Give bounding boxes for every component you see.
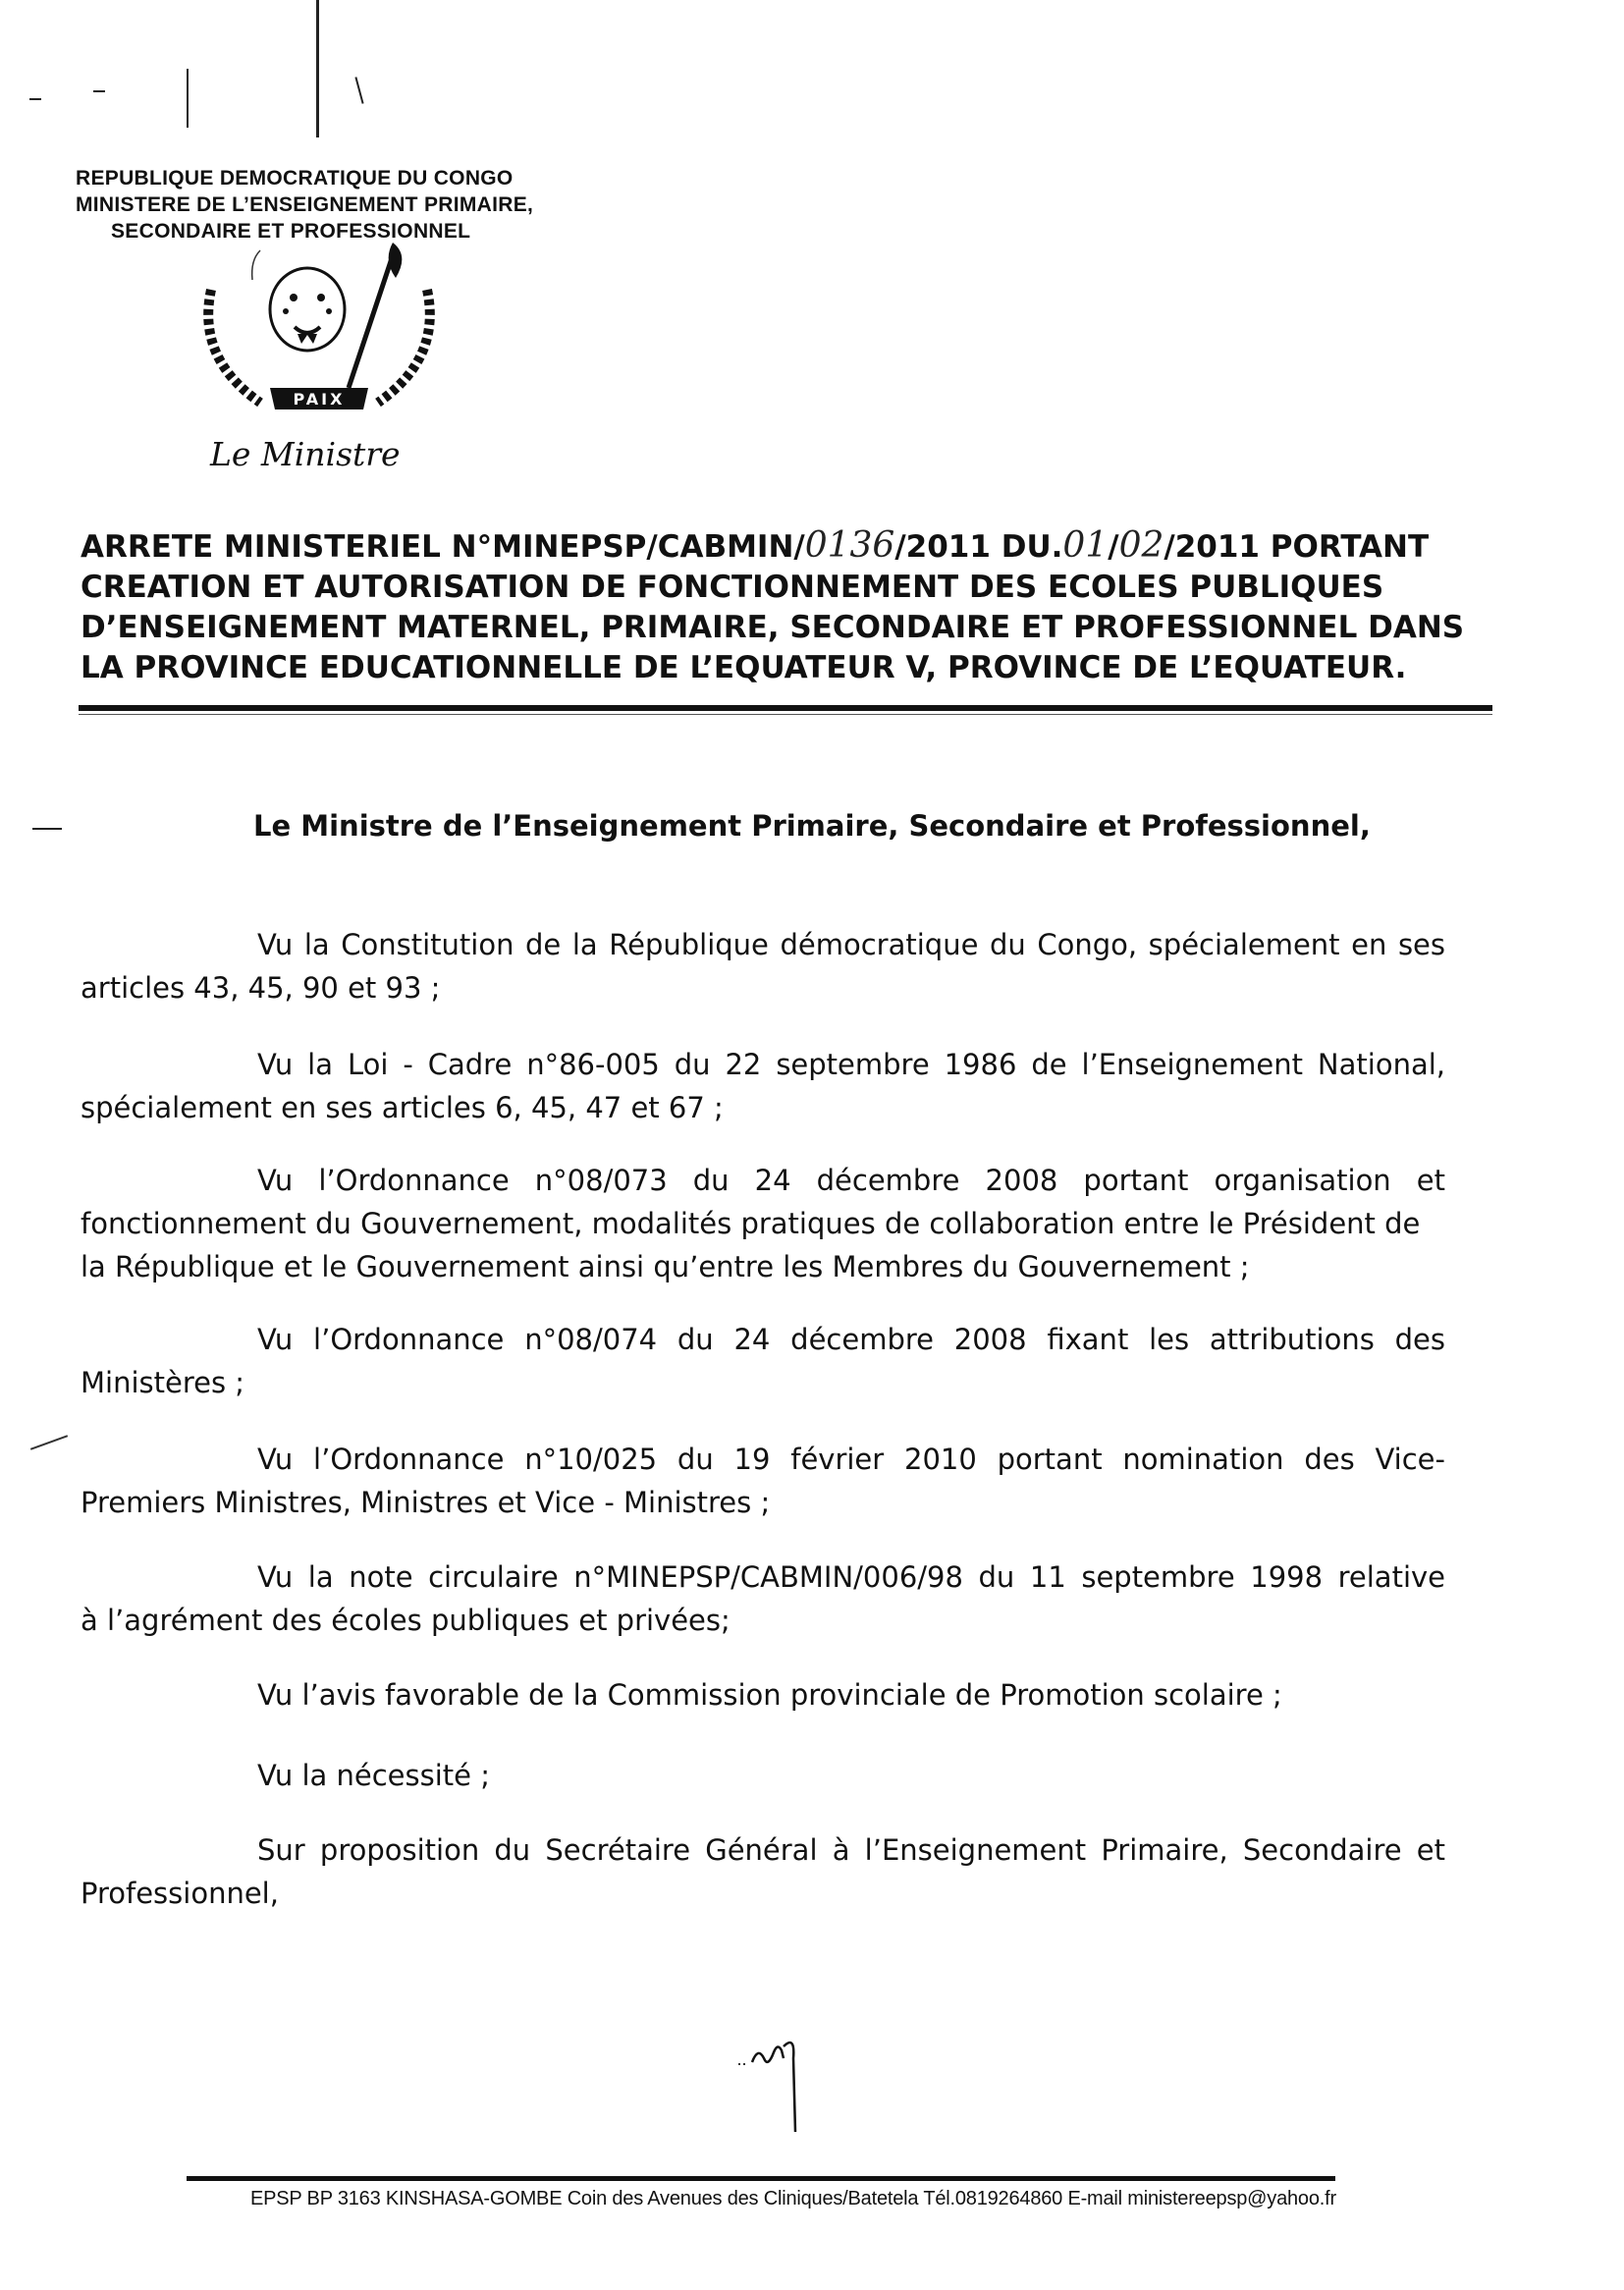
preamble-necessite: Vu la nécessité ; [257,1759,490,1792]
title-line-1 [81,525,1487,568]
title-line-4: LA PROVINCE EDUCATIONNELLE DE L’EQUATEUR V, PROVINCE DE L’EQUATEUR. [81,650,1407,685]
decree-title [81,525,1487,688]
preamble-ordonnance-08-073: Vu l’Ordonnance n°08/073 du 24 décembre 2008 portant organisation et fonctionnement du Gouvernement, modalités pratiques de collaboration entre le Président de la République et le Gouvernement ainsi qu’entre les Membres du Gouvernement ; [81,1164,1445,1283]
title-year-du: /2011 DU. [894,529,1063,565]
handwritten-day: 01 [1062,525,1109,566]
preamble-note-circulaire: Vu la note circulaire n°MINEPSP/CABMIN/006/98 du 11 septembre 1998 relative à l’agrément des écoles publiques et privées; [81,1560,1445,1637]
preamble-ordonnance-08-074: Vu l’Ordonnance n°08/074 du 24 décembre 2008 fixant les attributions des Ministères ; [81,1323,1445,1399]
preamble-ordonnance-10-025: Vu l’Ordonnance n°10/025 du 19 février 2010 portant nomination des Vice- Premiers Ministres, Ministres et Vice - Ministres ; [81,1443,1445,1519]
letterhead-country: REPUBLIQUE DEMOCRATIQUE DU CONGO [76,167,514,190]
emblem-motto: PAIX [293,390,346,409]
scan-mark-tick [354,77,363,104]
date-separator: / [1108,529,1119,565]
preamble-avis-favorable: Vu l’avis favorable de la Commission provinciale de Promotion scolaire ; [257,1678,1282,1712]
margin-dash [32,828,62,830]
margin-scribble [30,1435,68,1450]
scan-mark-dash [29,98,41,100]
scan-mark-short [187,69,189,128]
title-prefix: ARRETE MINISTERIEL N°MINEPSP/CABMIN/ [81,529,805,565]
footer-rule [187,2176,1335,2181]
handwritten-decree-number: 0136 [804,525,895,566]
letterhead-ministry: MINISTERE DE L’ENSEIGNEMENT PRIMAIRE, [76,193,534,216]
footer-address: EPSP BP 3163 KINSHASA-GOMBE Coin des Avenues des Cliniques/Batetela Tél.0819264860 E-mail ministereepsp@yahoo.fr [250,2188,1336,2209]
preamble-loi-cadre: Vu la Loi - Cadre n°86-005 du 22 septembre 1986 de l’Enseignement National, spécialement en ses articles 6, 45, 47 et 67 ; [81,1048,1445,1124]
scan-mark-vertical [316,0,319,137]
handwritten-month: 02 [1118,525,1164,566]
letterhead-ministry-cont: SECONDAIRE ET PROFESSIONNEL [111,220,471,243]
preamble-constitution: Vu la Constitution de la République démocratique du Congo, spécialement en ses articles 43, 45, 90 et 93 ; [81,928,1445,1005]
scan-mark-dash [93,90,105,92]
title-year-portant: /2011 PORTANT [1164,529,1430,565]
minister-heading: Le Ministre de l’Enseignement Primaire, Secondaire et Professionnel, [253,809,1371,843]
signature-block: Le Ministre [210,435,401,473]
title-underline [79,705,1492,711]
title-underline-thin [79,714,1492,715]
coat-of-arms-icon [191,241,447,422]
preamble-proposition: Sur proposition du Secrétaire Général à l’Enseignement Primaire, Secondaire et Professionnel, [81,1833,1445,1910]
title-line-3: D’ENSEIGNEMENT MATERNEL, PRIMAIRE, SECONDAIRE ET PROFESSIONNEL DANS [81,610,1465,645]
handwritten-initials-icon [734,2029,813,2137]
title-line-2: CREATION ET AUTORISATION DE FONCTIONNEMENT DES ECOLES PUBLIQUES [81,570,1384,605]
